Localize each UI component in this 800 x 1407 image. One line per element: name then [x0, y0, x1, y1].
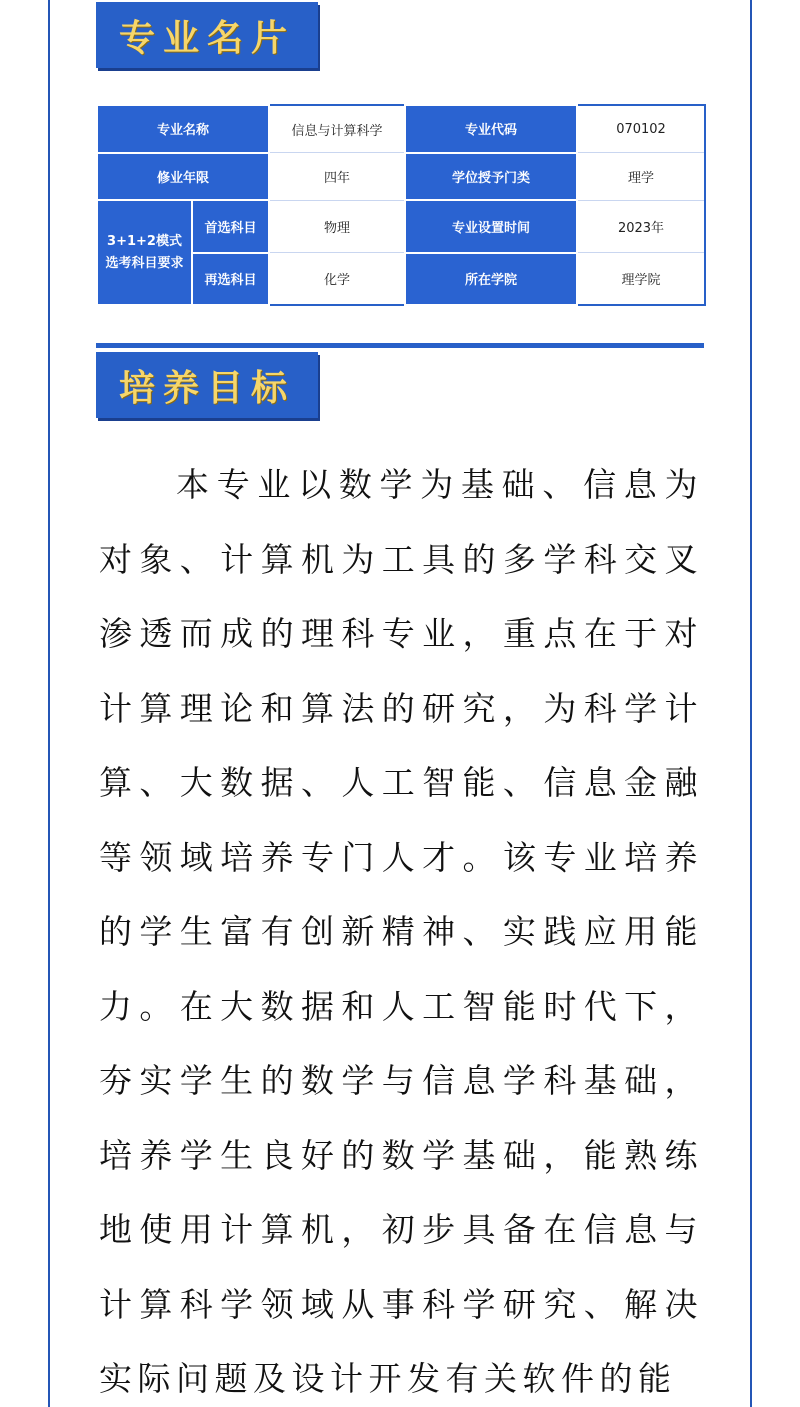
first-subject-key: 首选科目: [192, 200, 269, 252]
second-subject-key: 再选科目: [192, 253, 269, 305]
duration-key: 修业年限: [97, 153, 269, 201]
table-row: [97, 200, 705, 252]
section-divider: [96, 343, 704, 348]
second-subject-value: 化学: [269, 253, 405, 305]
major-name-value: 信息与计算科学: [269, 105, 405, 153]
frame-line-right: [750, 0, 752, 1407]
setup-time-value: 2023年: [577, 200, 705, 252]
section-header-card: [96, 2, 318, 68]
major-name-key: 专业名称: [97, 105, 269, 153]
first-subject-value: 物理: [269, 200, 405, 252]
goal-paragraph: 本专业以数学为基础、信息为对象、计算机为工具的多学科交叉渗透而成的理科专业，重点在于对计算理论和算法的研究，为科学计算、大数据、人工智能、信息金融等领域培养专门人才。该专业培养的学生富有创新精神、实践应用能力。在大数据和人工智能时代下，夯实学生的数学与信息学科基础，培养学生良好的数学基础，能熟练地使用计算机，初步具备在信息与计算科学领域从事科学研究、解决实际问题及设计开发有关软件的能: [99, 465, 703, 1398]
subject-mode-line2: 选考科目要求: [105, 255, 184, 271]
college-value: 理学院: [577, 253, 705, 305]
section-title-card: 专业名片: [118, 16, 295, 59]
subject-mode-key: [97, 200, 192, 305]
table-row: [97, 105, 705, 153]
degree-key: 学位授予门类: [405, 153, 577, 201]
frame-line-left: [48, 0, 50, 1407]
setup-time-key: 专业设置时间: [405, 200, 577, 252]
major-info-table: [96, 104, 706, 306]
table-row: [97, 153, 705, 201]
major-code-key: 专业代码: [405, 105, 577, 153]
major-code-value: 070102: [577, 105, 705, 153]
subject-mode-line1: 3+1+2模式: [107, 233, 182, 249]
college-key: 所在学院: [405, 253, 577, 305]
section-header-goal: [96, 352, 318, 418]
section-title-goal: 培养目标: [118, 366, 295, 409]
degree-value: 理学: [577, 153, 705, 201]
duration-value: 四年: [269, 153, 405, 201]
